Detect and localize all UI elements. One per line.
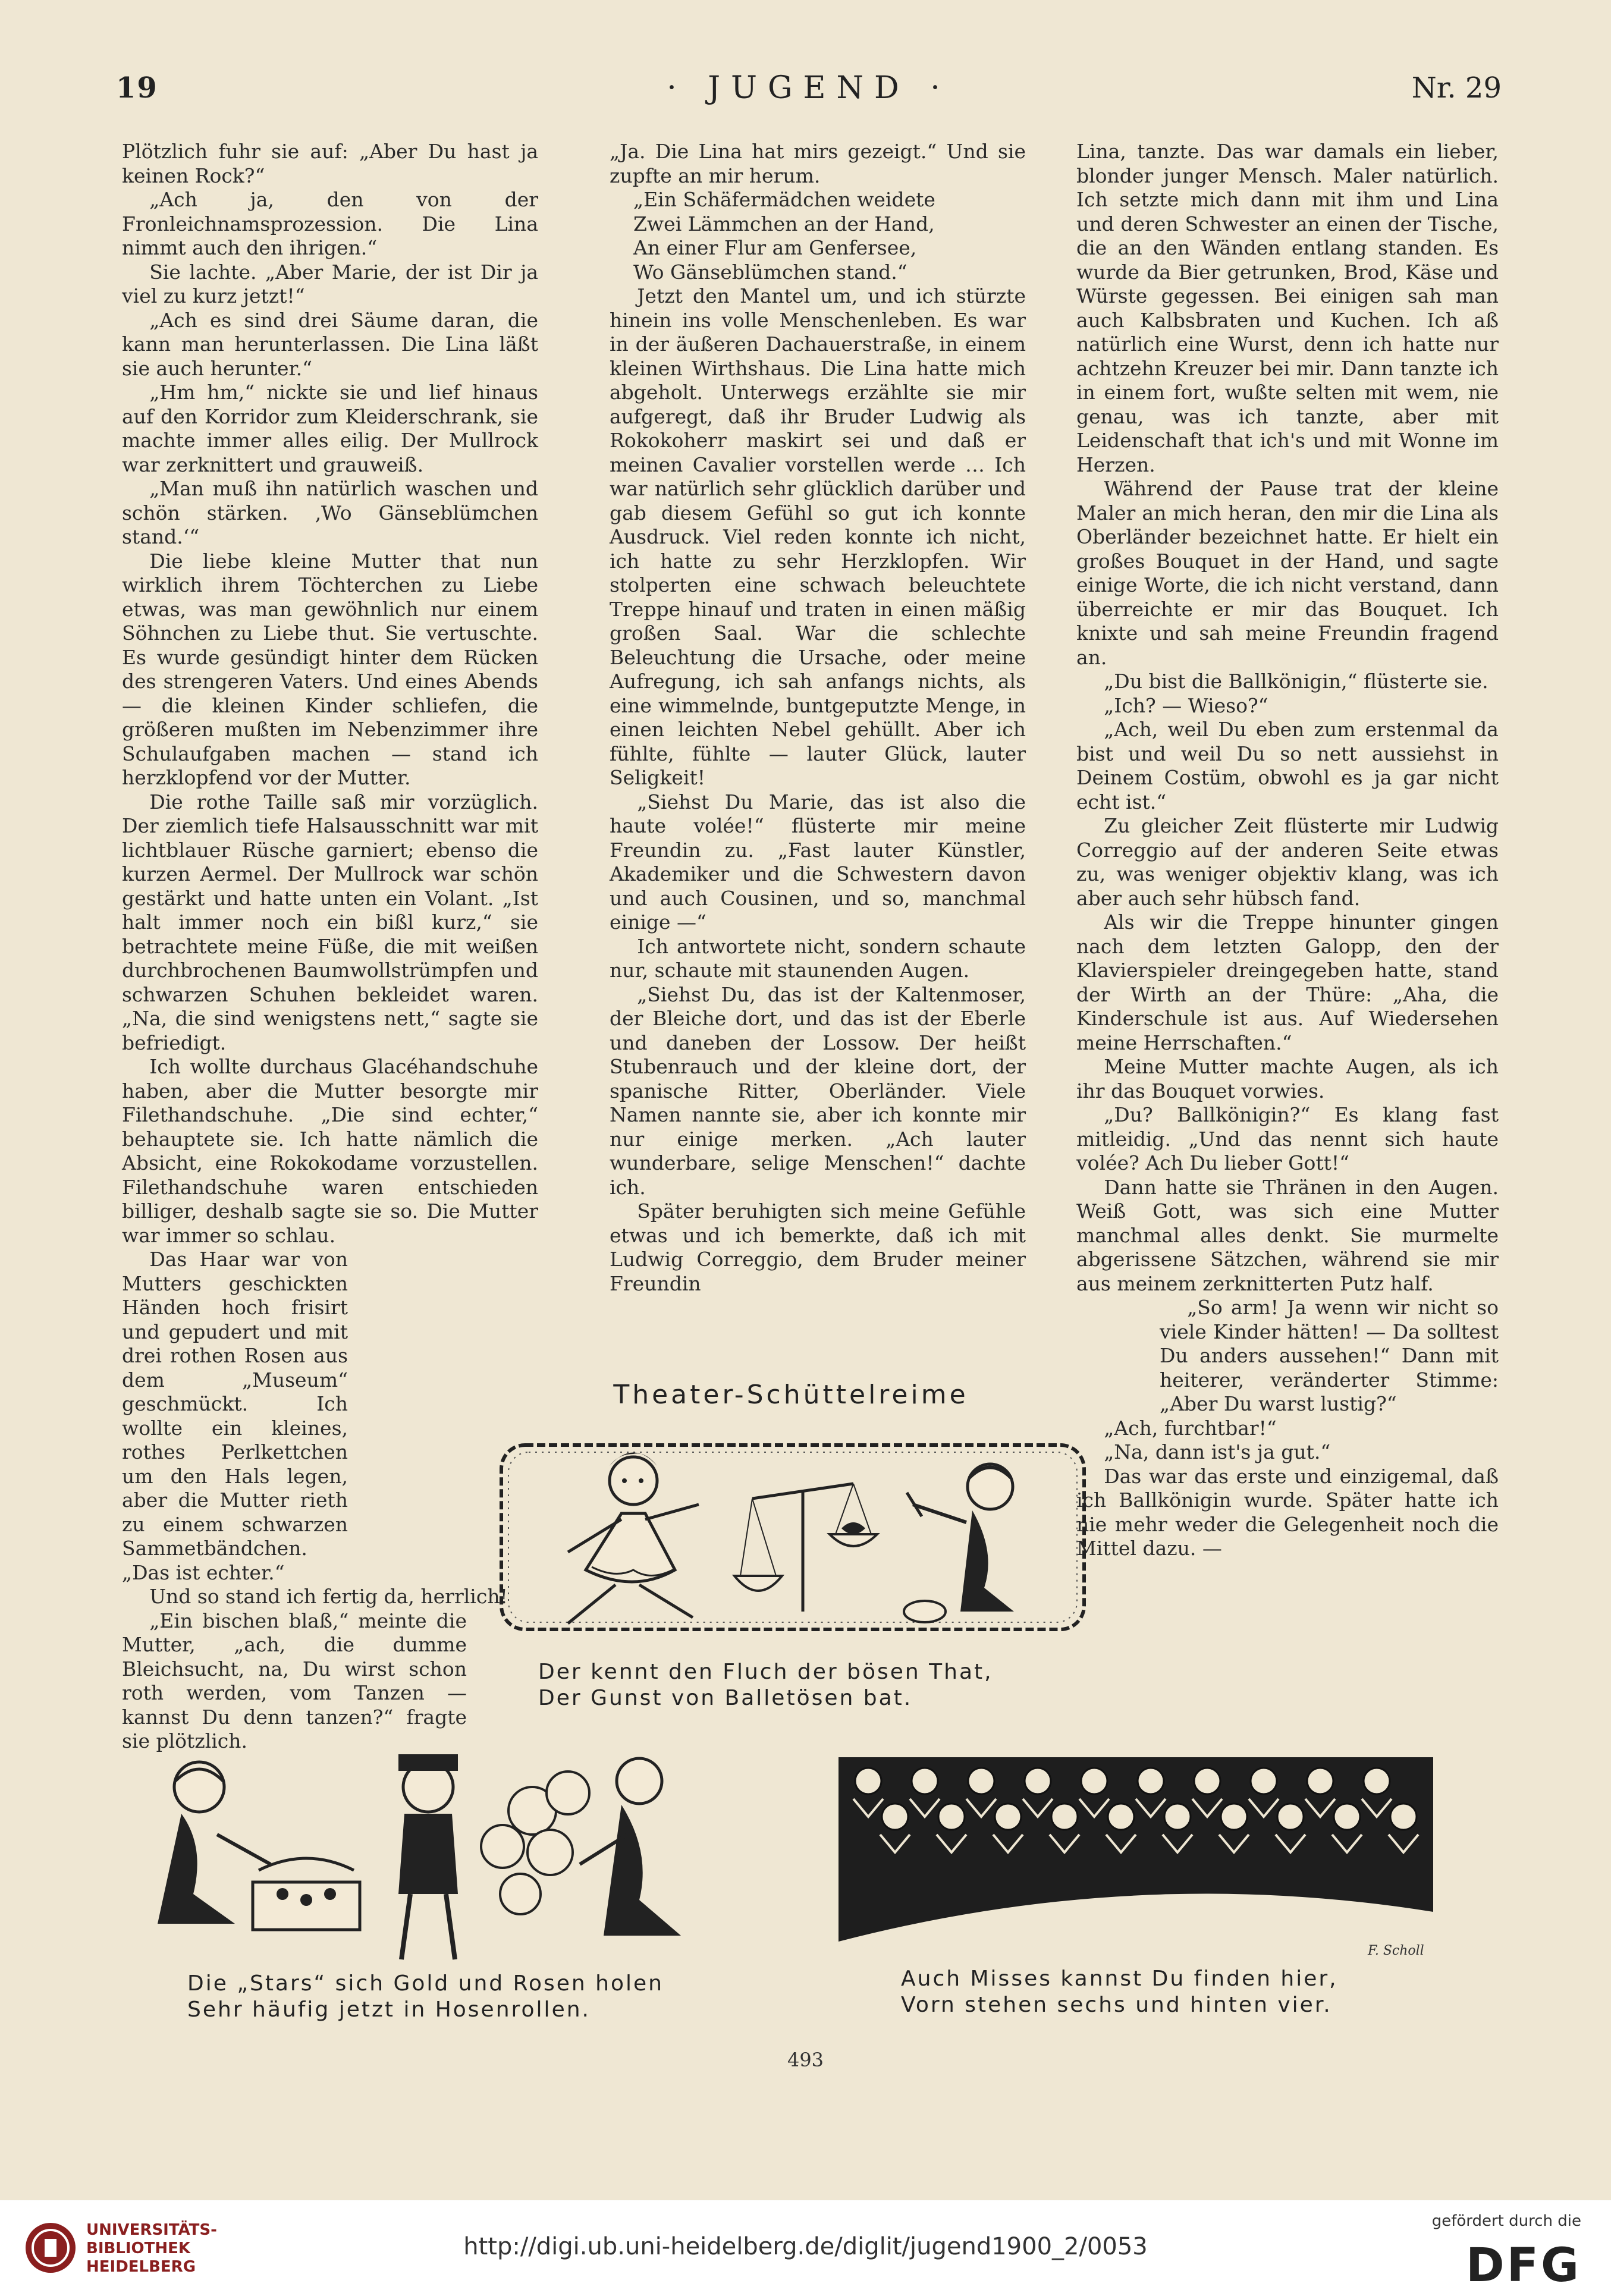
illustration-ballet-scale — [497, 1433, 1091, 1653]
paragraph: Plötzlich fuhr sie auf: „Aber Du hast ja keinen Rock?“ — [122, 140, 538, 187]
verse-line: Wo Gänseblümchen stand.“ — [633, 260, 907, 284]
paragraph: Während der Pause trat der kleine Maler an mich heran, den mir die Lina als Oberländer bezeichnet hatte. Er hielt ein großes Bouquet in der Hand, und sagte einige Worte, die ich nicht verstand, dann überreichte er mir das Bouquet. Ich knixte und sah meine Freundin fragend an. — [1076, 477, 1499, 669]
paragraph: „Ach, weil Du eben zum erstenmal da bist und weil Du so nett aussiehst in Deinem Costüm, obwohl es ja gar nicht echt ist.“ — [1076, 718, 1499, 814]
paragraph: „Du bist die Ballkönigin,“ flüsterte sie. — [1104, 670, 1488, 693]
paragraph: „Siehst Du Marie, das ist also die haute volée!“ flüsterte mir meine Freundin zu. „Fast lauter Künstler, Akademiker und die Schwestern davon und auch Cousinen, und so, manchmal einige —“ — [610, 790, 1026, 934]
paragraph: Später beruhigten sich meine Gefühle etwas und ich bemerkte, daß ich mit Ludwig Correggio, dem Bruder meiner Freundin — [610, 1199, 1026, 1295]
header-issue-number: Nr. 29 — [1411, 71, 1502, 105]
poem-title: Theater-Schüttelreime — [613, 1380, 969, 1410]
source-url[interactable]: http://digi.ub.uni-heidelberg.de/diglit/jugend1900_2/0053 — [463, 2233, 1148, 2260]
verse-line: An einer Flur am Genfersee, — [633, 236, 917, 259]
page-header — [116, 65, 1502, 113]
caption-2: Die „Stars“ sich Gold und Rosen holen Sehr häufig jetzt in Hosenrollen. — [187, 1971, 664, 2022]
paragraph: „Du? Ballkönigin?“ Es klang fast mitleidig. „Und das nennt sich haute volée? Ach Du lieber Gott!“ — [1076, 1103, 1499, 1174]
paragraph: Ich wollte durchaus Glacéhandschuhe haben, aber die Mutter besorgte mir Filethandschuhe. „Die sind echter,“ behauptete sie. Ich hatte nämlich die Absicht, eine Rokokodame vorzustellen. Filethandschuhe waren entschieden billiger, deshalb sagte sie so. Die Mutter war immer so schlau. — [122, 1055, 538, 1247]
paragraph: „Ein bischen blaß,“ meinte die Mutter, „ach, die dumme Bleichsucht, na, Du wirst schon roth werden, vom Tanzen — kannst Du denn tanzen?“ fragte sie plötzlich. — [122, 1609, 467, 1752]
paragraph: „Ach es sind drei Säume daran, die kann man herunterlassen. Die Lina läßt sie auch herunter.“ — [122, 308, 538, 380]
paragraph: Ich antwortete nicht, sondern schaute nur, schaute mit staunenden Augen. — [610, 934, 1026, 982]
paragraph: Zu gleicher Zeit flüsterte mir Ludwig Correggio auf der anderen Seite etwas zu, was weniger objektiv klang, was ich aber auch sehr hübsch fand. — [1076, 814, 1499, 910]
page-number: 493 — [787, 2049, 824, 2071]
paragraph: „Ach ja, den von der Fronleichnamsprozession. Die Lina nimmt auch den ihrigen.“ — [122, 188, 538, 259]
verse-line: Zwei Lämmchen an der Hand, — [633, 212, 935, 235]
caption-1: Der kennt den Fluch der bösen That, Der Gunst von Balletösen bat. — [538, 1660, 993, 1710]
paragraph: Jetzt den Mantel um, und ich stürzte hinein ins volle Menschenleben. Es war in der äußeren Dachauerstraße, in einem kleinen Wirthshaus. Die Lina hatte mich abgeholt. Unterwegs erzählte sie mir aufgeregt, daß ihr Bruder Ludwig als Rokokoherr maskirt sei und daß er meinen Cavalier vorstellen werde … Ich war natürlich sehr glücklich darüber und gab diesem Gefühl so gut ich konnte Ausdruck. Viel reden konnte ich nicht, ich hatte zu sehr Herzklopfen. Wir stolperten eine schwach beleuchtete Treppe hinauf und traten in einen mäßig großen Saal. War die schlechte Beleuchtung die Ursache, oder meine Aufregung, ich sah anfangs nichts, als eine wimmelnde, buntgeputzte Menge, in einen leichten Nebel gehüllt. Aber ich fühlte, fühlte — lauter Glück, lauter Seligkeit! — [610, 284, 1026, 789]
paragraph: Meine Mutter machte Augen, als ich ihr das Bouquet vorwies. — [1076, 1055, 1499, 1103]
sponsor-text: gefördert durch die — [1431, 2212, 1581, 2230]
library-name: UNIVERSITÄTS- BIBLIOTHEK HEIDELBERG — [86, 2221, 217, 2276]
header-title: · JUGEND · — [667, 70, 951, 106]
paragraph: Lina, tanzte. Das war damals ein lieber, blonder junger Mensch. Maler natürlich. Ich setzte mich dann mit ihm und Lina und deren Schwester an einen der Tische, die an den Wänden entlang standen. Es wurde da Bier getrunken, Brod, Käse und Würste gegessen. Bei einigen sah man auch Kalbsbraten und Kuchen. Ich aß natürlich eine Wurst, denn ich hatte nur achtzehn Kreuzer bei mir. Dann tanzte ich in einem fort, wußte selten mit wem, nie genau, was ich tanzte, aber mit Leidenschaft that ich's und mit Wonne im Herzen. — [1076, 140, 1499, 476]
dfg-logo: DFG — [1465, 2239, 1581, 2292]
paragraph: „Ja. Die Lina hat mirs gezeigt.“ Und sie zupfte an mir herum. — [610, 140, 1026, 187]
paragraph: „So arm! Ja wenn wir nicht so viele Kinder hätten! — Da solltest Du anders aussehen!“ Dann mit heiterer, veränderter Stimme: „Aber Du warst lustig?“ — [1160, 1296, 1499, 1415]
paragraph: Die liebe kleine Mutter that nun wirklich ihrem Töchterchen zu Liebe etwas, was man gewöhnlich nur einem Söhnchen zu Liebe thut. Sie vertuschte. Es wurde gesündigt hinter dem Rücken des strengeren Vaters. Und eines Abends — die kleinen Kinder schliefen, die größeren mußten im Nebenzimmer ihre Schulaufgaben machen — stand ich herzklopfend vor der Mutter. — [122, 549, 538, 789]
text-column-1 — [122, 140, 538, 1754]
paragraph: Und so stand ich fertig da, herrlich! — [149, 1585, 508, 1608]
paragraph: Das war das erste und einzigemal, daß ich Ballkönigin wurde. Später hatte ich nie mehr weder die Gelegenheit noch die Mittel dazu. — — [1076, 1464, 1499, 1560]
paragraph: Dann hatte sie Thränen in den Augen. Weiß Gott, was sich eine Mutter manchmal alles denkt. Sie murmelte abgerissene Sätzchen, während sie mir aus meinem zerknitterten Putz half. — [1076, 1175, 1499, 1295]
paragraph: „Ich? — Wieso?“ — [1104, 693, 1268, 717]
paragraph: „Hm hm,“ nickte sie und lief hinaus auf den Korridor zum Kleiderschrank, sie machte immer alles eilig. Der Mullrock war zerknittert und grauweiß. — [122, 381, 538, 476]
illustration-stars-gifts — [116, 1745, 740, 1971]
paragraph: Das Haar war von Mutters geschickten Händen hoch frisirt und gepudert und mit drei rothen Rosen aus dem „Museum“ geschmückt. Ich wollte ein kleines, rothes Perlkettchen um den Hals legen, aber die Mutter rieth zu einem schwarzen Sammetbändchen. „Das ist echter.“ — [122, 1248, 348, 1584]
paragraph: „Na, dann ist's ja gut.“ — [1104, 1440, 1331, 1463]
header-year: 19 — [116, 71, 158, 105]
artist-signature: F. Scholl — [1368, 1943, 1424, 1958]
caption-3: Auch Misses kannst Du finden hier, Vorn stehen sechs und hinten vier. — [901, 1967, 1338, 2017]
paragraph: „Ach, furchtbar!“ — [1104, 1416, 1277, 1440]
verse-line: „Ein Schäfermädchen weidete — [633, 188, 935, 211]
paragraph: „Man muß ihn natürlich waschen und schön stärken. ‚Wo Gänseblümchen stand.‘“ — [122, 477, 538, 548]
paragraph: Die rothe Taille saß mir vorzüglich. Der ziemlich tiefe Halsausschnitt war mit lichtblauer Rüsche garniert; ebenso die kurzen Aermel. Der Mullrock war schön gestärkt und hatte unten ein Volant. „Ist halt immer noch ein bißl kurz,“ sie betrachtete meine Füße, die mit weißen durchbrochenen Baumwollstrümpfen und schwarzen Schuhen bekleidet waren. „Na, die sind wenigstens nett,“ sagte sie befriedigt. — [122, 790, 538, 1054]
paragraph: Als wir die Treppe hinunter gingen nach dem letzten Galopp, den der Klavierspieler dreingegeben hatte, stand der Wirth an der Thüre: „Aha, die Kinderschule ist aus. Auf Wiedersehen meine Herrschaften.“ — [1076, 910, 1499, 1054]
text-column-2 — [610, 140, 1026, 1296]
text-column-3 — [1076, 140, 1499, 1561]
paragraph: „Siehst Du, das ist der Kaltenmoser, der Bleiche dort, und das ist der Eberle und daneben der Lossow. Der heißt Stubenrauch und der kleine dort, der spanische Ritter, Oberländer. Viele Namen nannte sie, aber ich konnte mir nur einige merken. „Ach lauter wunderbare, selige Menschen!“ dachte ich. — [610, 982, 1026, 1199]
illustration-dancers-rows — [839, 1757, 1433, 1942]
paragraph: Sie lachte. „Aber Marie, der ist Dir ja viel zu kurz jetzt!“ — [122, 260, 538, 307]
